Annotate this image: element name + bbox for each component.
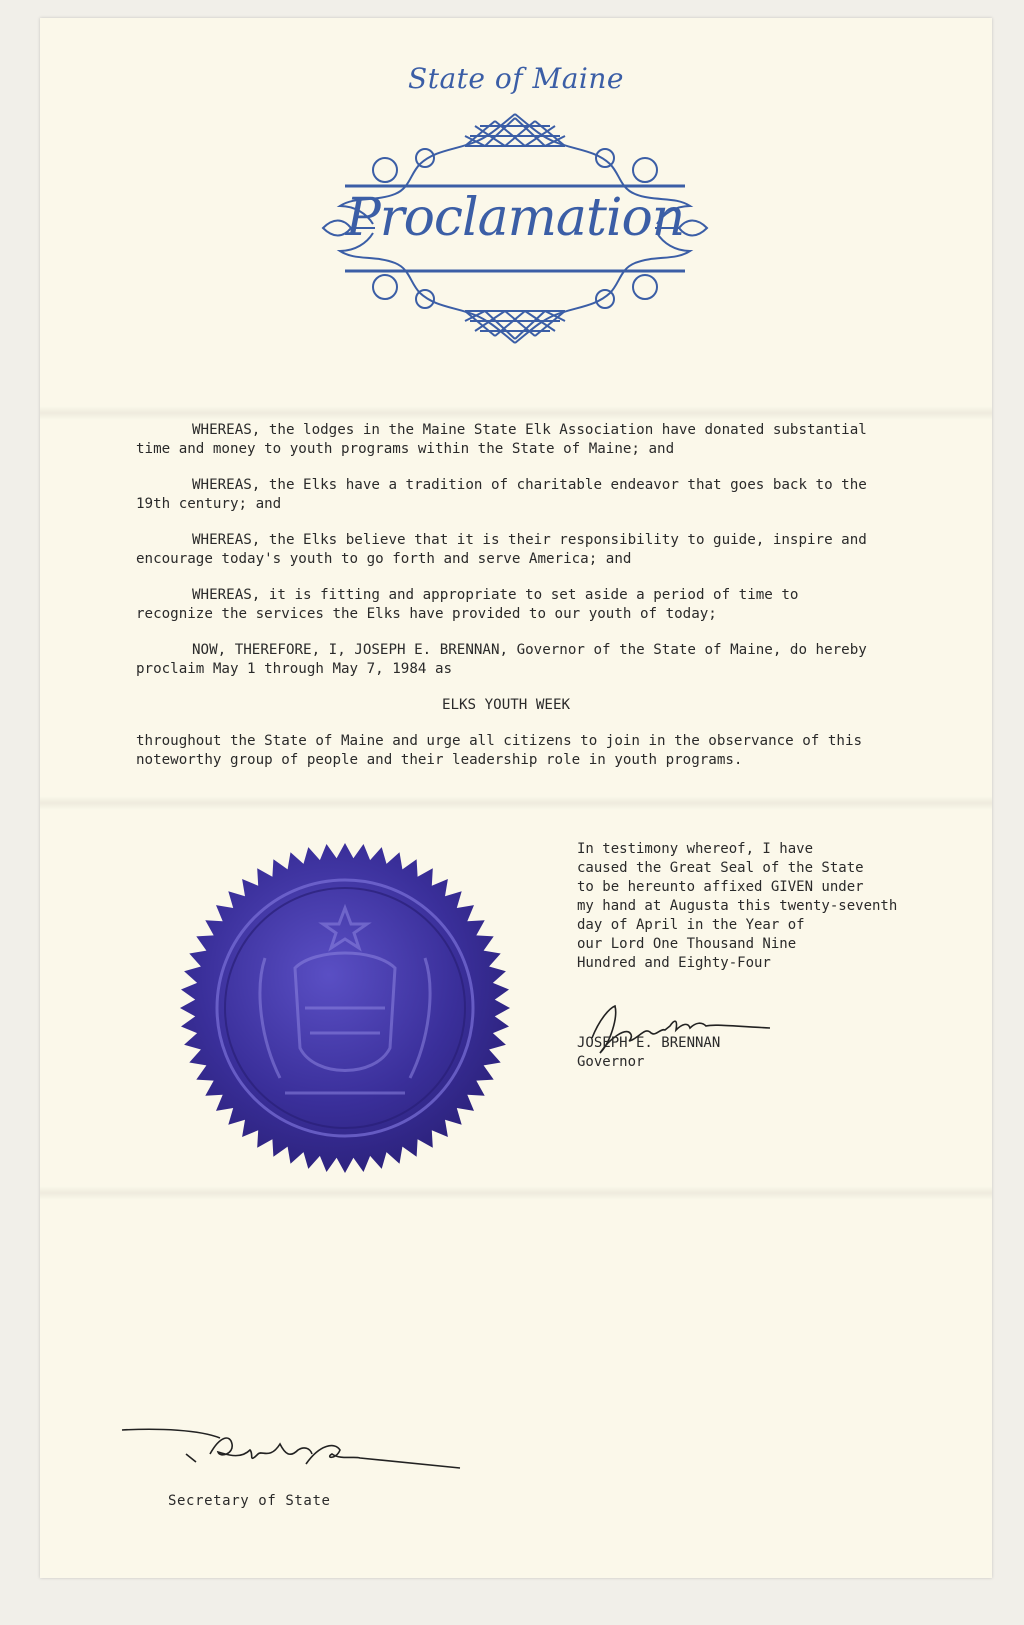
proclamation-body (136, 421, 876, 787)
testimony-line: Hundred and Eighty-Four (577, 955, 771, 971)
paper-fold (40, 406, 992, 420)
closing-paragraph: throughout the State of Maine and urge all citizens to join in the observance of this noteworthy group of people and their leadership role in youth programs. (136, 733, 863, 768)
proclamation-sheet (40, 18, 992, 1578)
testimony-line: day of April in the Year of (577, 917, 805, 933)
testimony-line: to be hereunto affixed GIVEN under (577, 879, 864, 895)
proclamation-title: Proclamation (345, 188, 685, 248)
proclaimed-event: ELKS YOUTH WEEK (441, 697, 571, 713)
whereas-paragraph: WHEREAS, it is fitting and appropriate to set aside a period of time to recognize the services the Elks have provided to our youth of today; (136, 587, 799, 622)
testimony-line: our Lord One Thousand Nine (577, 936, 797, 952)
state-title: State of Maine (408, 62, 624, 95)
paper-fold (40, 796, 992, 810)
paper-fold (40, 1186, 992, 1200)
testimony-line: my hand at Augusta this twenty-seventh (577, 898, 898, 914)
testimony-block (577, 840, 977, 973)
therefore-paragraph: NOW, THEREFORE, I, JOSEPH E. BRENNAN, Governor of the State of Maine, do hereby proclaim May 1 through May 7, 1984 as (136, 642, 867, 677)
whereas-paragraph: WHEREAS, the Elks believe that it is their responsibility to guide, inspire and encourage today's youth to go forth and serve America; and (136, 532, 867, 567)
testimony-line: caused the Great Seal of the State (577, 860, 864, 876)
testimony-line: In testimony whereof, I have (577, 841, 814, 857)
whereas-paragraph: WHEREAS, the Elks have a tradition of charitable endeavor that goes back to the 19th century; and (136, 477, 867, 512)
governor-block (577, 1034, 720, 1072)
whereas-paragraph: WHEREAS, the lodges in the Maine State Elk Association have donated substantial time and money to youth programs within the State of Maine; and (136, 422, 867, 457)
secretary-of-state-label: Secretary of State (168, 1493, 331, 1509)
secretary-signature (120, 1424, 480, 1484)
governor-name: JOSEPH E. BRENNAN (577, 1035, 721, 1051)
governor-title: Governor (577, 1054, 645, 1070)
great-seal-icon (175, 838, 515, 1178)
